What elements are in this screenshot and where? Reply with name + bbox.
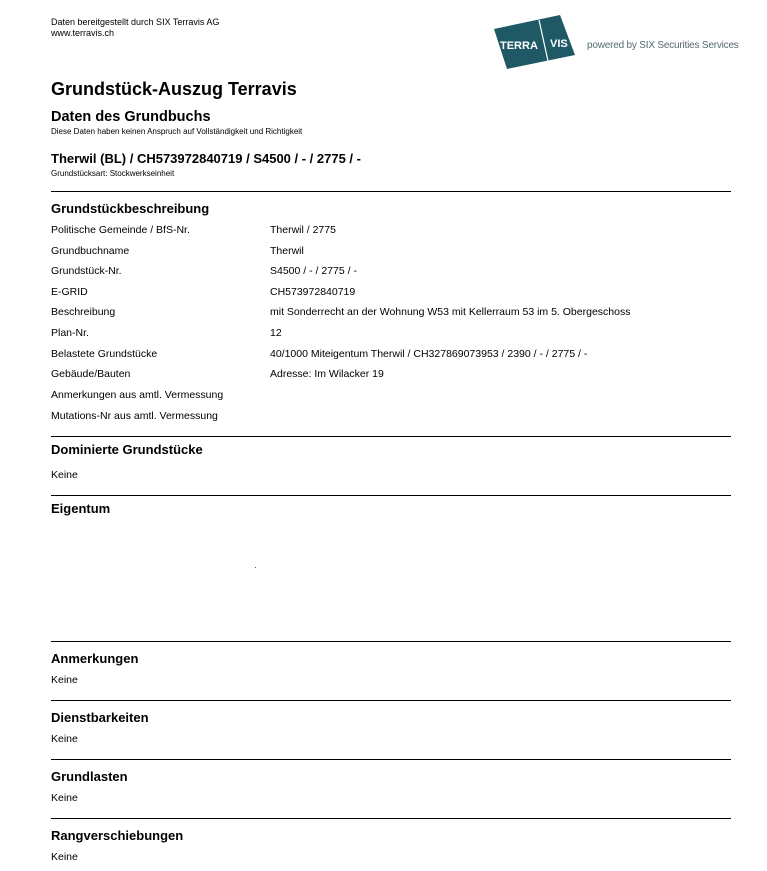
- terravis-logo-graphic: [494, 15, 575, 69]
- property-row: [51, 327, 731, 347]
- anmerkungen-content: Keine: [51, 674, 78, 686]
- property-value: mit Sonderrecht an der Wohnung W53 mit Kellerraum 53 im 5. Obergeschoss: [270, 306, 631, 318]
- parcel-type: Grundstücksart: Stockwerkseinheit: [51, 169, 175, 178]
- divider: [51, 436, 731, 437]
- logo-text-left: TERRA: [500, 40, 538, 52]
- property-label: Politische Gemeinde / BfS-Nr.: [51, 224, 190, 236]
- dominierte-content: Keine: [51, 469, 78, 481]
- grundlasten-heading: Grundlasten: [51, 769, 128, 784]
- scan-speck: [255, 567, 256, 568]
- property-label: Plan-Nr.: [51, 327, 89, 339]
- property-row: [51, 389, 731, 409]
- rangverschiebungen-heading: Rangverschiebungen: [51, 828, 184, 843]
- divider: [51, 191, 731, 192]
- property-label: E-GRID: [51, 286, 88, 298]
- property-row: [51, 368, 731, 388]
- property-label: Grundbuchname: [51, 245, 130, 257]
- property-row: [51, 286, 731, 306]
- eigentum-heading: Eigentum: [51, 501, 111, 516]
- anmerkungen-heading: Anmerkungen: [51, 651, 139, 666]
- property-label: Mutations-Nr aus amtl. Vermessung: [51, 410, 218, 422]
- property-row: [51, 265, 731, 285]
- property-row: [51, 224, 731, 244]
- divider: [51, 495, 731, 496]
- property-label: Gebäude/Bauten: [51, 368, 131, 380]
- divider: [51, 759, 731, 760]
- property-value: Therwil / 2775: [270, 224, 336, 236]
- dienstbarkeiten-heading: Dienstbarkeiten: [51, 710, 149, 725]
- property-label: Grundstück-Nr.: [51, 265, 122, 277]
- property-row: [51, 410, 731, 430]
- section-title: Daten des Grundbuchs: [51, 109, 211, 125]
- divider: [51, 818, 731, 819]
- provider-info: [51, 17, 219, 39]
- property-value: Therwil: [270, 245, 304, 257]
- property-value: S4500 / - / 2775 / -: [270, 265, 357, 277]
- document-title: Grundstück-Auszug Terravis: [51, 79, 297, 99]
- grundlasten-content: Keine: [51, 792, 78, 804]
- property-row: [51, 348, 731, 368]
- property-row: [51, 245, 731, 265]
- provider-line: Daten bereitgestellt durch SIX Terravis AG: [51, 17, 220, 27]
- property-value: Adresse: Im Wilacker 19: [270, 368, 384, 380]
- divider: [51, 700, 731, 701]
- property-label: Belastete Grundstücke: [51, 348, 158, 360]
- dominierte-heading: Dominierte Grundstücke: [51, 442, 203, 457]
- property-row: [51, 306, 731, 326]
- website-link[interactable]: www.terravis.ch: [51, 28, 115, 38]
- logo-text-right: VIS: [550, 38, 568, 50]
- property-label: Anmerkungen aus amtl. Vermessung: [51, 389, 224, 401]
- divider: [51, 641, 731, 642]
- terravis-logo: [494, 15, 575, 69]
- property-value: 40/1000 Miteigentum Therwil / CH327869073953 / 2390 / - / 2775 / -: [270, 348, 588, 360]
- beschreibung-heading: Grundstückbeschreibung: [51, 201, 210, 216]
- powered-by: powered by SIX Securities Services: [587, 40, 739, 51]
- property-label: Beschreibung: [51, 306, 116, 318]
- property-value: CH573972840719: [270, 286, 356, 298]
- rangverschiebungen-content: Keine: [51, 851, 78, 863]
- dienstbarkeiten-content: Keine: [51, 733, 78, 745]
- disclaimer: Diese Daten haben keinen Anspruch auf Vollständigkeit und Richtigkeit: [51, 127, 303, 136]
- parcel-identifier: Therwil (BL) / CH573972840719 / S4500 / - / 2775 / -: [51, 151, 361, 166]
- property-value: 12: [270, 327, 282, 339]
